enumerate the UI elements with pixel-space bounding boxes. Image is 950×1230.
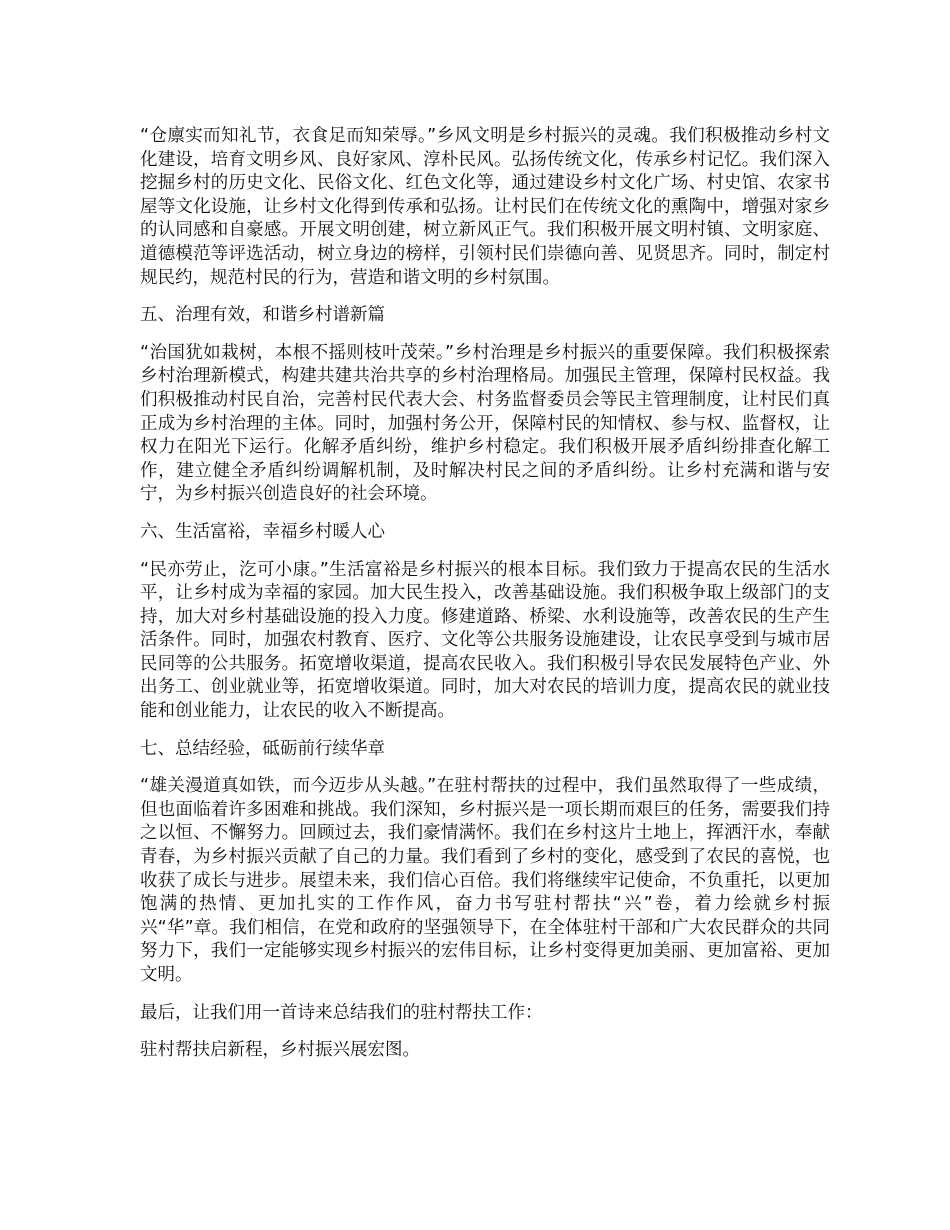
paragraph-prosperity: “民亦劳止，汔可小康。”生活富裕是乡村振兴的根本目标。我们致力于提高农民的生活水平，让乡村成为幸福的家园。加大民生投入，改善基础设施。我们积极争取上级部门的支持，加大对乡村基础设施的投入力度。修建道路、桥梁、水利设施等，改善农民的生产生活条件。同时，加强农村教育、医疗、文化等公共服务设施建设，让农民享受到与城市居民同等的公共服务。拓宽增收渠道，提高农民收入。我们积极引导农民发展特色产业、外出务工、创业就业等，拓宽增收渠道。同时，加大对农民的培训力度，提高农民的就业技能和创业能力，让农民的收入不断提高。 (140, 559, 830, 722)
document-page (140, 125, 830, 1077)
section-heading-governance: 五、治理有效，和谐乡村谱新篇 (140, 305, 385, 326)
poem-line: 驻村帮扶启新程，乡村振兴展宏图。 (140, 1040, 420, 1061)
paragraph-rural-civilization: “仓廪实而知礼节，衣食足而知荣辱。”乡风文明是乡村振兴的灵魂。我们积极推动乡村文化建设，培育文明乡风、良好家风、淳朴民风。弘扬传统文化，传承乡村记忆。我们深入挖掘乡村的历史文化、民俗文化、红色文化等，通过建设乡村文化广场、村史馆、农家书屋等文化设施，让乡村文化得到传承和弘扬。让村民们在传统文化的熏陶中，增强对家乡的认同感和自豪感。开展文明创建，树立新风正气。我们积极开展文明村镇、文明家庭、道德模范等评选活动，树立身边的榜样，引领村民们崇德向善、见贤思齐。同时，制定村规民约，规范村民的行为，营造和谐文明的乡村氛围。 (140, 126, 830, 288)
paragraph-governance: “治国犹如栽树，本根不摇则枝叶茂荣。”乡村治理是乡村振兴的重要保障。我们积极探索乡村治理新模式，构建共建共治共享的乡村治理格局。加强民主管理，保障村民权益。我们积极推动村民自治，完善村民代表大会、村务监督委员会等民主管理制度，让村民们真正成为乡村治理的主体。同时，加强村务公开，保障村民的知情权、参与权、监督权，让权力在阳光下运行。化解矛盾纠纷，维护乡村稳定。我们积极开展矛盾纠纷排查化解工作，建立健全矛盾纠纷调解机制，及时解决村民之间的矛盾纠纷。让乡村充满和谐与安宁，为乡村振兴创造良好的社会环境。 (140, 342, 830, 505)
section-heading-summary: 七、总结经验，砥砺前行续华章 (140, 738, 385, 759)
paragraph-closing: 最后，让我们用一首诗来总结我们的驻村帮扶工作： (140, 1002, 543, 1023)
section-heading-prosperity: 六、生活富裕，幸福乡村暖人心 (140, 521, 385, 542)
paragraph-summary: “雄关漫道真如铁，而今迈步从头越。”在驻村帮扶的过程中，我们虽然取得了一些成绩，但也面临着许多困难和挑战。我们深知，乡村振兴是一项长期而艰巨的任务，需要我们持之以恒、不懈努力。回顾过去，我们豪情满怀。我们在乡村这片土地上，挥洒汗水，奉献青春，为乡村振兴贡献了自己的力量。我们看到了乡村的变化，感受到了农民的喜悦，也收获了成长与进步。展望未来，我们信心百倍。我们将继续牢记使命，不负重托，以更加饱满的热情、更加扎实的工作作风，奋力书写驻村帮扶“兴”卷，着力绘就乡村振兴“华”章。我们相信，在党和政府的坚强领导下，在全体驻村干部和广大农民群众的共同努力下，我们一定能够实现乡村振兴的宏伟目标，让乡村变得更加美丽、更加富裕、更加文明。 (140, 776, 830, 985)
